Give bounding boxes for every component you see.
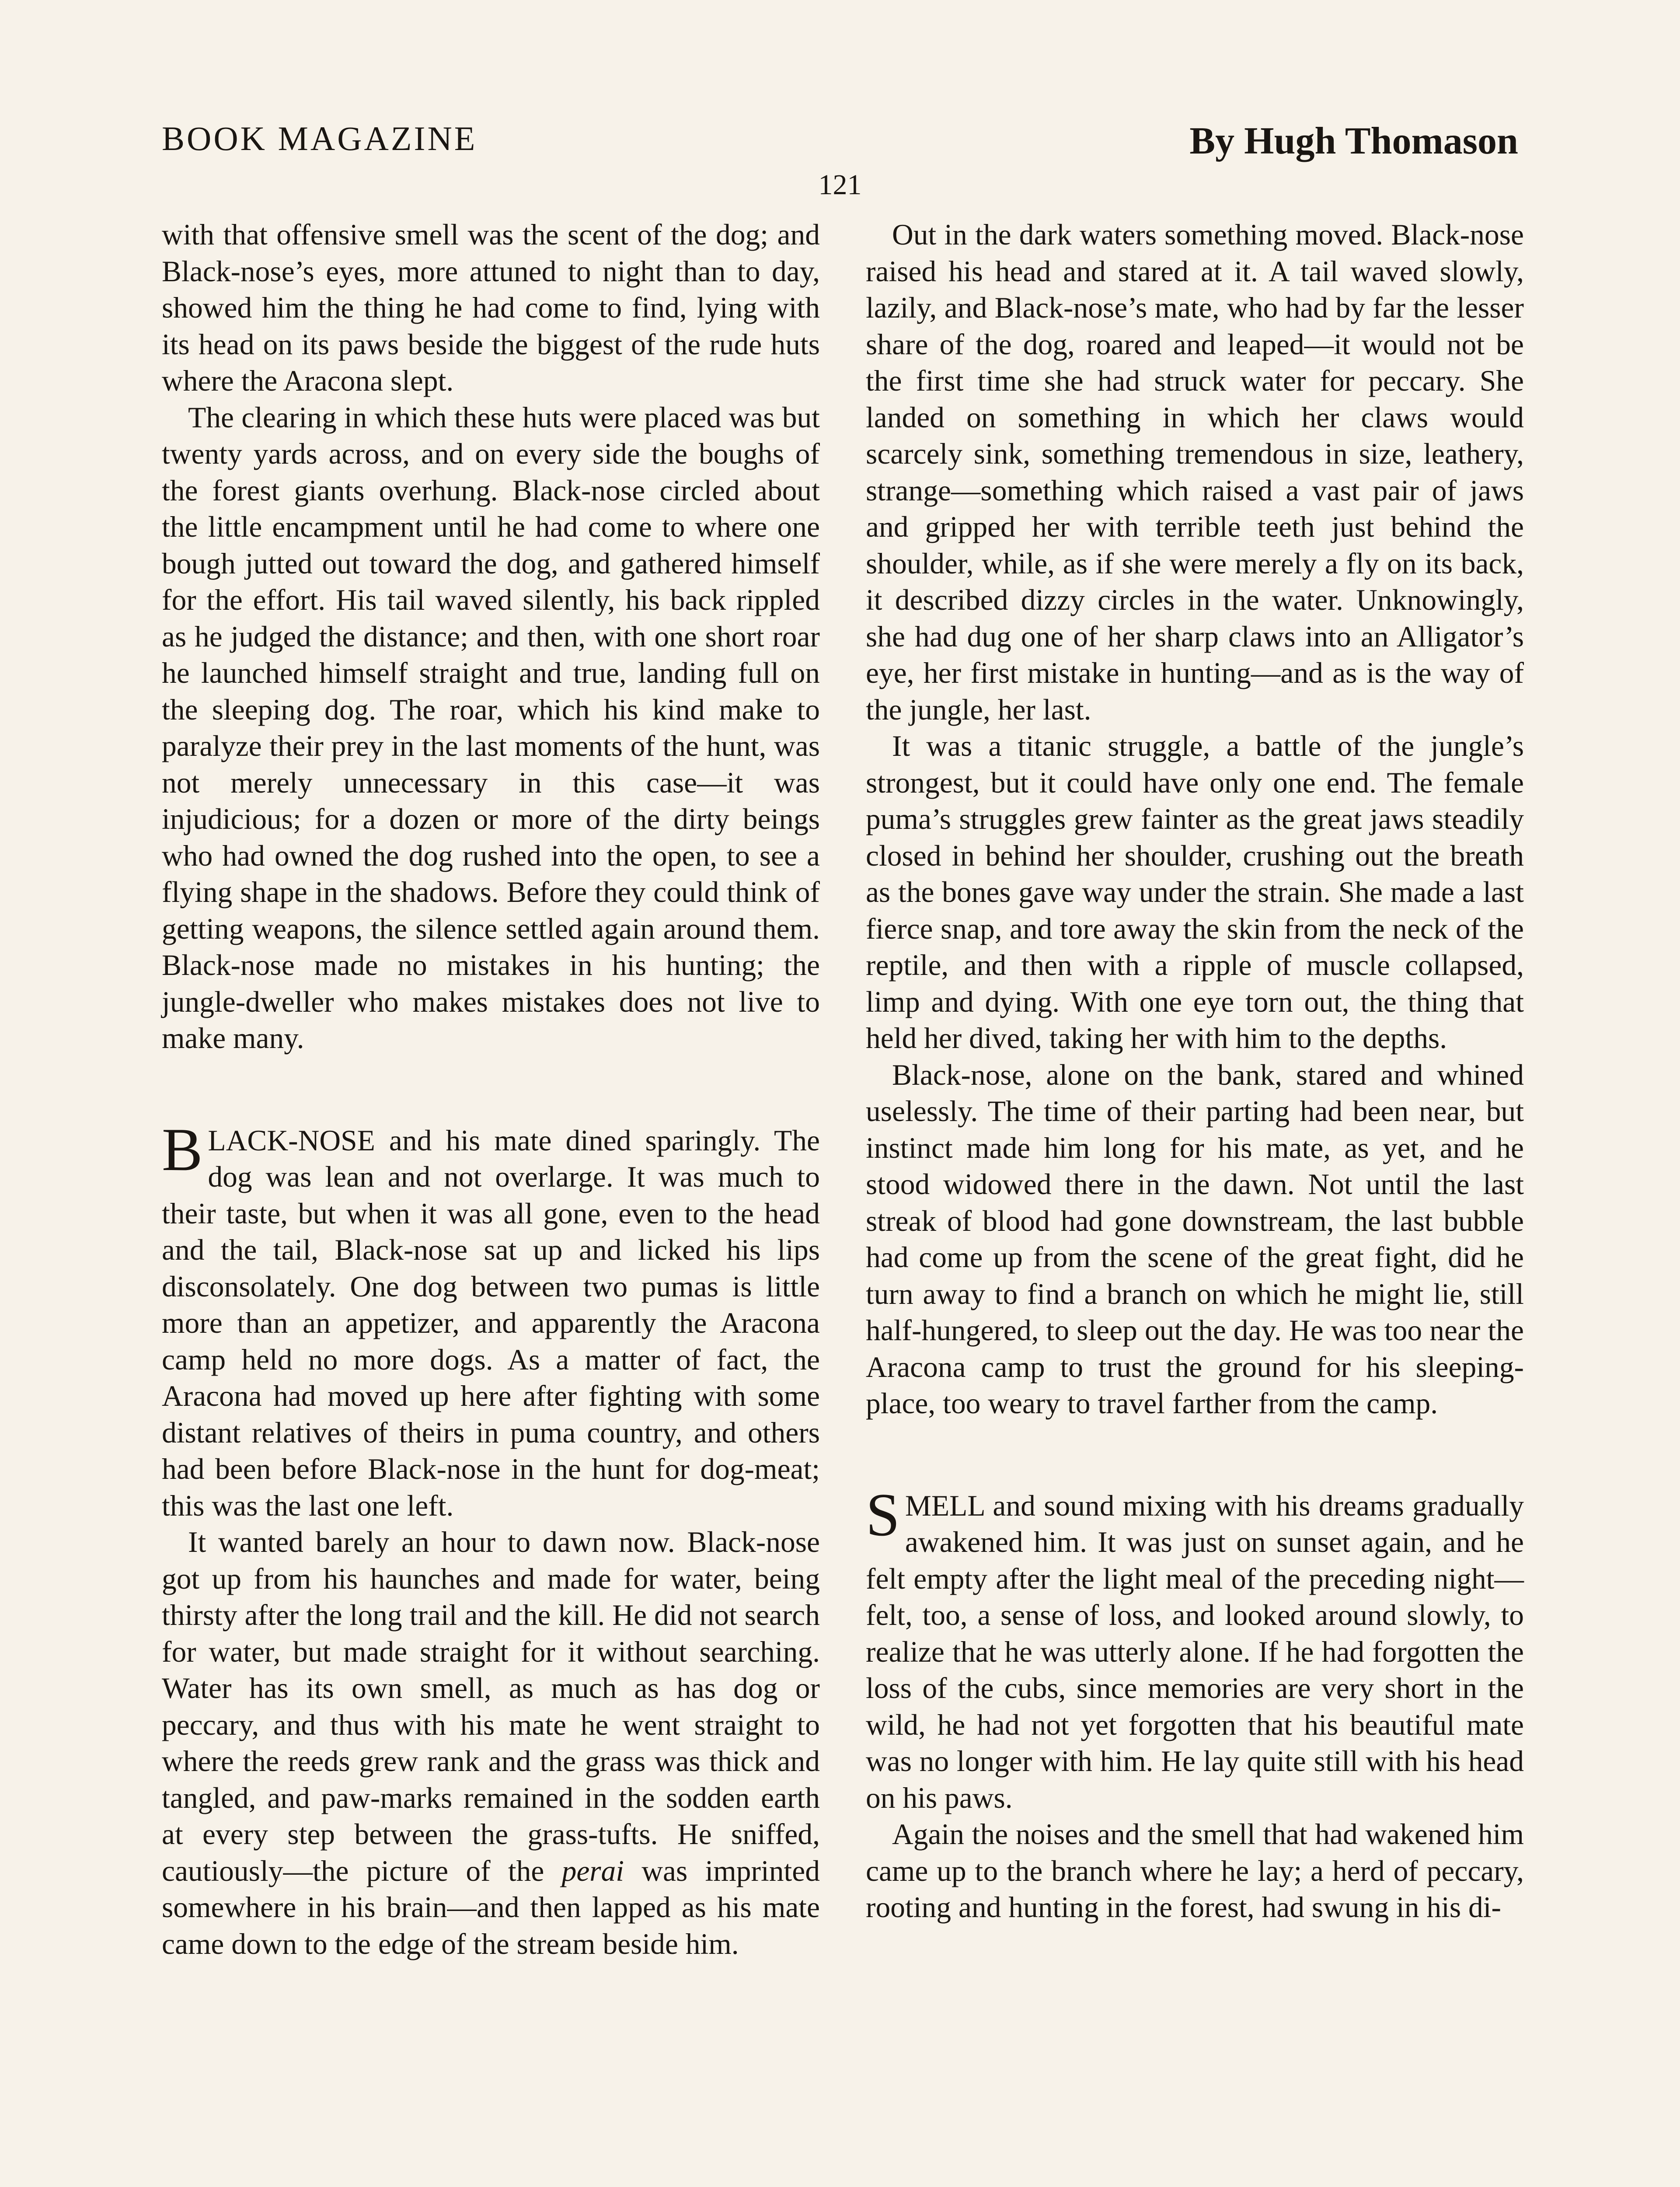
section-paragraph	[162, 1115, 820, 1524]
right-column	[866, 217, 1524, 1926]
paragraph	[162, 1524, 820, 1962]
section-paragraph	[866, 1481, 1524, 1817]
paragraph-text: It wanted barely an hour to dawn now. Black-nose got up from his haunches and made for water, being thirsty after the long trail and the kill. He did not search for water, but made straight for it without searching. Water has its own smell, as much as has dog or peccary, and thus with his mate he went straight to where the reeds grew rank and the grass was thick and tangled, and paw-marks remained in the sodden earth at every step between the grass-tufts. He sniffed, cautiously—the picture of the	[162, 1526, 820, 1887]
left-column	[162, 217, 820, 1962]
paragraph-text: LACK-NOSE and his mate dined sparingly. The dog was lean and not overlarge. It was much to their taste, but when it was all gone, even to the head and the tail, Black-nose sat up and licked his lips disconsolately. One dog between two pumas is little more than an appetizer, and apparently the Aracona camp held no more dogs. As a matter of fact, the Aracona had moved up here after fighting with some distant relatives of theirs in puma country, and others had been before Black-nose in the hunt for dog-meat; this was the last one left.	[162, 1124, 820, 1522]
author-byline: By Hugh Thomason	[1189, 120, 1518, 162]
paragraph-text: MELL and sound mixing with his dreams gradually awakened him. It was just on sunset again, and he felt empty after the light meal of the preceding night—felt, too, a sense of loss, and looked around slowly, to realize that he was utterly alone. If he had forgotten the loss of the cubs, since memories are very short in the wild, he had not yet forgotten that his beautiful mate was no longer with him. He lay quite still with his head on his paws.	[866, 1489, 1524, 1814]
paragraph: It was a titanic struggle, a battle of the jungle’s strongest, but it could have only one end. The female puma’s struggles grew fainter as the great jaws steadily closed in behind her shoulder, crushing out the breath as the bones gave way under the strain. She made a last fierce snap, and tore away the skin from the neck of the reptile, and then with a ripple of muscle collapsed, limp and dying. With one eye torn out, the thing that held her dived, taking her with him to the depths.	[866, 730, 1524, 1055]
page-number: 121	[818, 169, 862, 201]
drop-cap: S	[866, 1481, 900, 1549]
magazine-title: BOOK MAGAZINE	[162, 119, 478, 157]
paragraph: with that offensive smell was the scent of the dog; and Black-nose’s eyes, more attuned to night than to day, showed him the thing he had come to find, lying with its head on its paws beside the biggest of the rude huts where the Aracona slept.	[162, 218, 820, 397]
paragraph: Out in the dark waters something moved. Black-nose raised his head and stared at it. A tail waved slowly, lazily, and Black-nose’s mate, who had by far the lesser share of the dog, roared and leaped—it would not be the first time she had struck water for peccary. She landed on something in which her claws would scarcely sink, something tremendous in size, leathery, strange—something which raised a vast pair of jaws and gripped her with terrible teeth just behind the shoulder, while, as if she were merely a fly on its back, it described dizzy circles in the water. Unknowingly, she had dug one of her sharp claws into an Alligator’s eye, her first mistake in hunting—and as is the way of the jungle, her last.	[866, 218, 1524, 726]
drop-cap: B	[162, 1115, 203, 1184]
paragraph: Again the noises and the smell that had wakened him came up to the branch where he lay; a herd of peccary, rooting and hunting in the forest, had swung in his di-	[866, 1818, 1524, 1924]
paragraph: The clearing in which these huts were placed was but twenty yards across, and on every side the boughs of the forest giants overhung. Black-nose circled about the little encampment until he had come to where one bough jutted out toward the dog, and gathered himself for the effort. His tail waved silently, his back rippled as he judged the distance; and then, with one short roar he launched himself straight and true, landing full on the sleeping dog. The roar, which his kind make to paralyze their prey in the last moments of the hunt, was not merely unnecessary in this case—it was injudicious; for a dozen or more of the dirty beings who had owned the dog rushed into the open, to see a flying shape in the shadows. Before they could think of getting weapons, the silence settled again around them. Black-nose made no mistakes in his hunting; the jungle-dweller who makes mistakes does not live to make many.	[162, 401, 820, 1055]
italic-term: perai	[561, 1854, 624, 1887]
paragraph: Black-nose, alone on the bank, stared and whined uselessly. The time of their parting had been near, but instinct made him long for his mate, as yet, and he stood widowed there in the dawn. Not until the last streak of blood had gone downstream, the last bubble had come up from the scene of the great fight, did he turn away to find a branch on which he might lie, still half-hungered, to sleep out the day. He was too near the Aracona camp to trust the ground for his sleeping-place, too weary to travel farther from the camp.	[866, 1058, 1524, 1420]
paragraph-text: was imprinted somewhere in his brain—and then lapped as his mate came down to the edge of the stream beside him.	[162, 1854, 820, 1960]
